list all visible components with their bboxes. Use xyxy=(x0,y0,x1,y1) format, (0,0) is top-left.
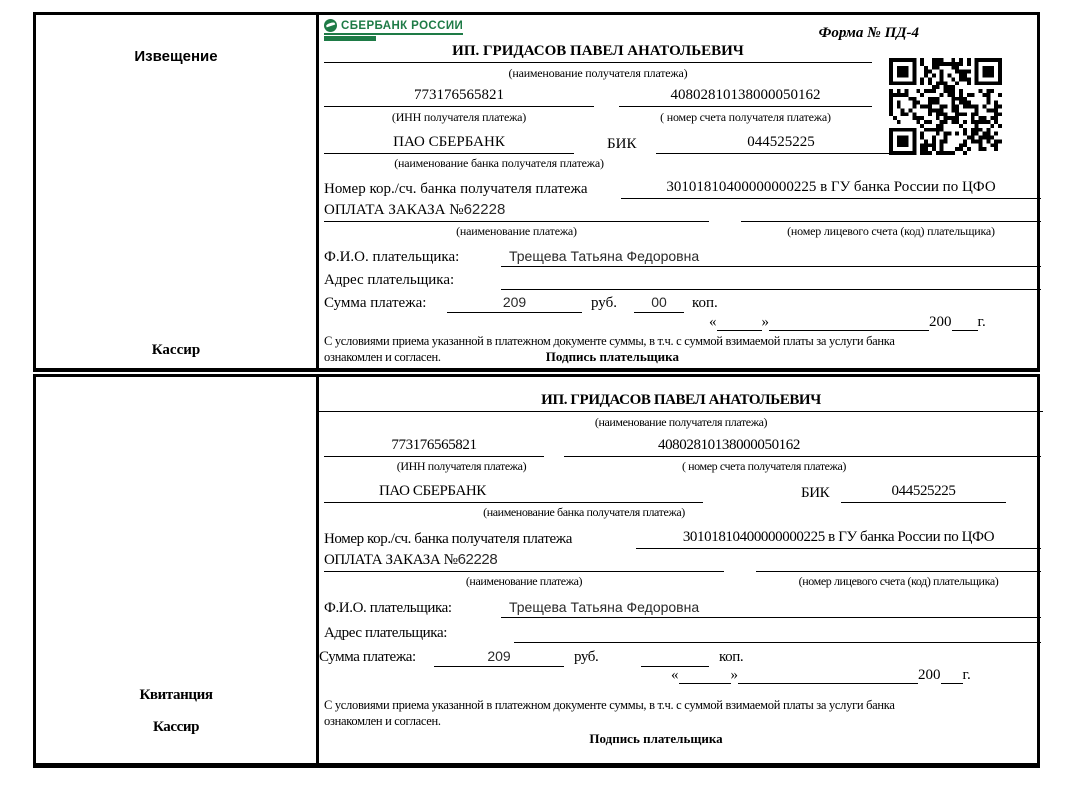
agreement-text-line1: С условиями приема указанной в платежном документе суммы, в т.ч. с суммой взимаемой платы за услуги банка xyxy=(324,334,895,348)
date-day-line xyxy=(679,665,731,684)
year-prefix: 200 xyxy=(918,667,941,683)
date-year-line xyxy=(941,665,963,684)
notice-title: Извещение xyxy=(134,48,218,65)
year-suffix: г. xyxy=(977,314,986,330)
date-month-line xyxy=(738,665,918,684)
payer-name-label: Ф.И.О. плательщика: xyxy=(324,249,460,265)
corr-account-value: 30101810400000000225 в ГУ банка России по ЦФО xyxy=(636,527,1041,549)
payment-purpose-prefix: ОПЛАТА ЗАКАЗА № xyxy=(324,552,458,568)
payment-purpose-prefix: ОПЛАТА ЗАКАЗА № xyxy=(324,202,464,218)
sum-label: Сумма платежа: xyxy=(319,649,416,665)
sum-label: Сумма платежа: xyxy=(324,295,427,311)
payee-account-value: 40802810138000050162 xyxy=(619,85,872,107)
personal-account-label: (номер лицевого счета (код) плательщика) xyxy=(798,574,999,588)
agreement-row xyxy=(324,349,1004,365)
sberbank-logo-text: СБЕРБАНК РОССИИ xyxy=(341,19,464,32)
bik-value: 044525225 xyxy=(656,132,906,154)
rub-label: руб. xyxy=(574,649,599,665)
order-number: 62228 xyxy=(457,551,498,568)
personal-account-line xyxy=(756,550,1041,572)
agreement-text-line2: ознакомлен и согласен. xyxy=(324,714,441,728)
rub-label: руб. xyxy=(591,295,617,311)
payee-name: ИП. ГРИДАСОВ ПАВЕЛ АНАТОЛЬЕВИЧ xyxy=(324,41,872,63)
bik-label: БИК xyxy=(607,136,637,152)
corr-account-label: Номер кор./сч. банка получателя платежа xyxy=(324,531,572,547)
quote-close: » xyxy=(761,314,769,330)
year-suffix: г. xyxy=(962,667,971,683)
receipt-body xyxy=(319,377,1037,763)
sum-kopeks-value xyxy=(641,645,709,667)
payee-name-label: (наименование получателя платежа) xyxy=(594,415,768,429)
year-prefix: 200 xyxy=(929,314,952,330)
bank-name-value: ПАО СБЕРБАНК xyxy=(324,481,703,503)
payment-purpose-label: (наименование платежа) xyxy=(465,574,583,588)
payee-inn-value: 773176565821 xyxy=(324,85,594,107)
kop-label: коп. xyxy=(719,649,744,665)
payee-inn-label: (ИНН получателя платежа) xyxy=(396,459,527,473)
payee-inn-value: 773176565821 xyxy=(324,435,544,457)
bik-label: БИК xyxy=(801,485,830,501)
bank-name-label: (наименование банка получателя платежа) xyxy=(394,156,604,170)
cashier-label: Кассир xyxy=(152,719,200,735)
payee-account-label: ( номер счета получателя платежа) xyxy=(660,110,831,124)
bik-value: 044525225 xyxy=(841,481,1006,503)
payer-name-label: Ф.И.О. плательщика: xyxy=(324,600,452,616)
date-month-line xyxy=(769,312,929,331)
payee-inn-label: (ИНН получателя платежа) xyxy=(391,110,527,124)
date-line xyxy=(709,312,986,331)
payer-address-value xyxy=(514,621,1041,643)
payer-name-value: Трещева Татьяна Федоровна xyxy=(501,596,1041,618)
sberbank-coin-icon xyxy=(324,19,337,32)
personal-account-line xyxy=(741,200,1041,222)
receipt-section xyxy=(33,374,1040,768)
quote-open: « xyxy=(709,314,717,330)
payer-name-value: Трещева Татьяна Федоровна xyxy=(501,245,1041,267)
payment-purpose-label: (наименование платежа) xyxy=(456,224,577,238)
payer-signature-label: Подпись плательщика xyxy=(589,731,723,746)
sum-rubles-value: 209 xyxy=(434,645,564,667)
date-year-line xyxy=(952,312,978,331)
agreement-text-line2: ознакомлен и согласен. xyxy=(324,350,441,364)
agreement-text-line1: С условиями приема указанной в платежном документе суммы, в т.ч. с суммой взимаемой платы за услуги банка xyxy=(324,698,895,712)
sum-rubles-value: 209 xyxy=(447,291,582,313)
bank-name-label: (наименование банка получателя платежа) xyxy=(483,505,685,519)
corr-account-value: 30101810400000000225 в ГУ банка России по ЦФО xyxy=(621,177,1041,199)
date-line xyxy=(671,665,971,684)
date-day-line xyxy=(717,312,762,331)
payer-address-label: Адрес плательщика: xyxy=(324,272,455,288)
payer-address-label: Адрес плательщика: xyxy=(324,625,447,641)
corr-account-label: Номер кор./сч. банка получателя платежа xyxy=(324,181,588,197)
payee-name: ИП. ГРИДАСОВ ПАВЕЛ АНАТОЛЬЕВИЧ xyxy=(319,390,1043,412)
payment-purpose xyxy=(324,550,724,572)
bank-name-value: ПАО СБЕРБАНК xyxy=(324,132,574,154)
payee-name-label: (наименование получателя платежа) xyxy=(508,66,688,80)
notice-side-column xyxy=(36,15,319,368)
notice-body xyxy=(319,15,1037,368)
form-number-label: Форма № ПД-4 xyxy=(818,25,919,41)
payer-address-value xyxy=(501,268,1041,290)
payer-signature-label: Подпись плательщика xyxy=(545,349,679,364)
payment-purpose xyxy=(324,200,709,222)
payee-account-label: ( номер счета получателя платежа) xyxy=(681,459,847,473)
receipt-side-column xyxy=(36,377,319,763)
quote-close: » xyxy=(730,667,738,683)
order-number: 62228 xyxy=(463,201,506,218)
receipt-title: Квитанция xyxy=(139,687,213,703)
notice-section xyxy=(33,12,1040,372)
cashier-label: Кассир xyxy=(151,342,201,358)
payee-account-value: 40802810138000050162 xyxy=(657,437,800,453)
sum-kopeks-value: 00 xyxy=(634,291,684,313)
sberbank-logo xyxy=(324,19,463,41)
quote-open: « xyxy=(671,667,679,683)
kop-label: коп. xyxy=(692,295,718,311)
payee-account-line xyxy=(564,435,1041,457)
personal-account-label: (номер лицевого счета (код) плательщика) xyxy=(787,224,995,238)
